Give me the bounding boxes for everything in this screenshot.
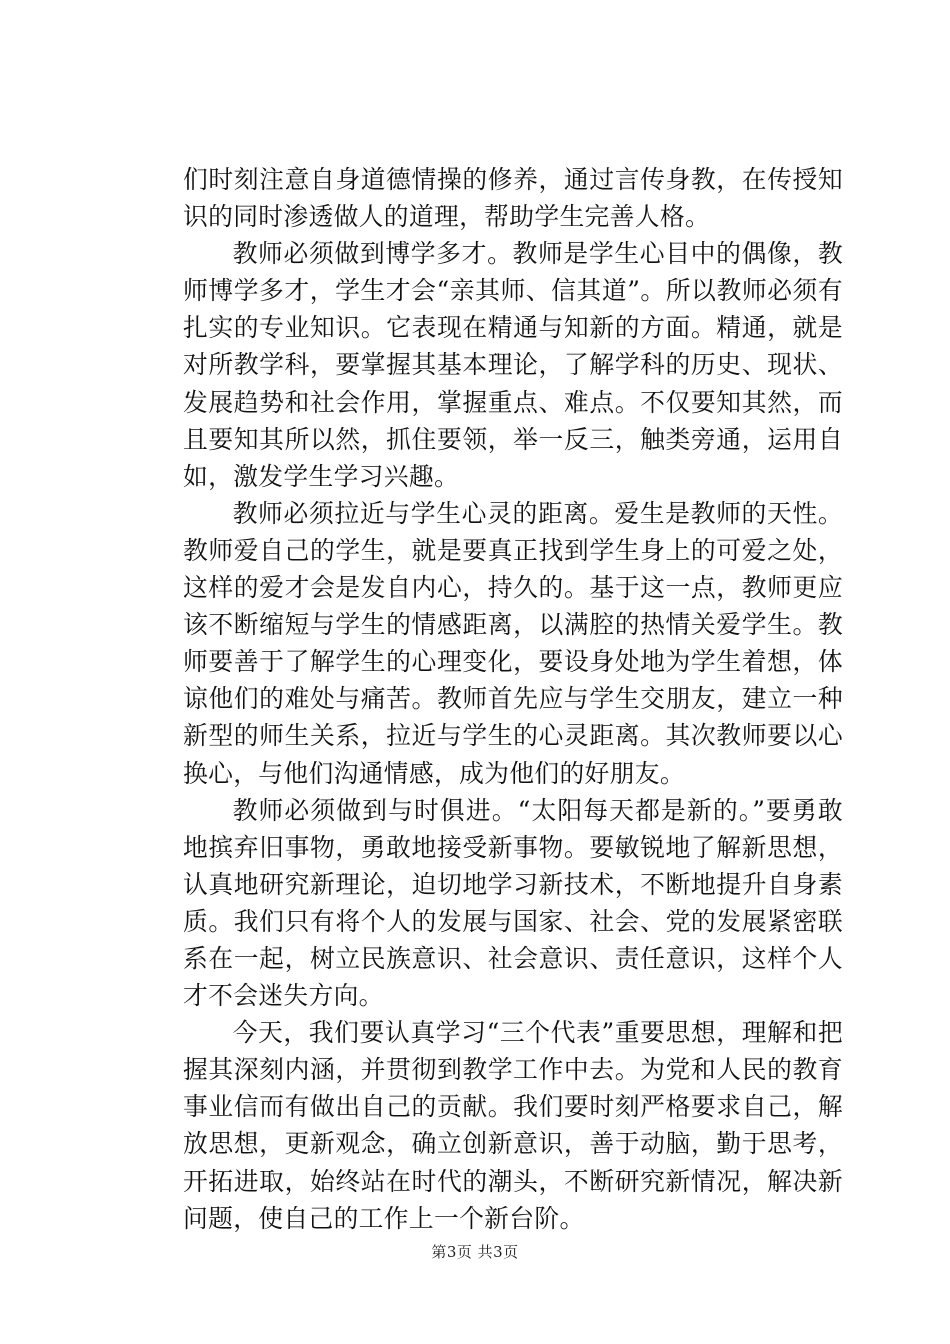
paragraph-continuation: 们时刻注意自身道德情操的修养，通过言传身教，在传授知识的同时渗透做人的道理，帮助学生完善人格。 bbox=[183, 165, 843, 232]
paragraph-erudition: 教师必须做到博学多才。教师是学生心目中的偶像，教师博学多才，学生才会“亲其师、信其道”。所以教师必须有扎实的专业知识。它表现在精通与知新的方面。精通，就是对所教学科，要掌握其基本理论，了解学科的历史、现状、发展趋势和社会作用，掌握重点、难点。不仅要知其然，而且要知其所以然，抓住要领，举一反三，触类旁通，运用自如，激发学生学习兴趣。 bbox=[183, 239, 843, 491]
paragraph-keep-pace: 教师必须做到与时俱进。“太阳每天都是新的。”要勇敢地摈弃旧事物，勇敢地接受新事物。要敏锐地了解新思想，认真地研究新理论，迫切地学习新技术，不断地提升自身素质。我们只有将个人的发展与国家、社会、党的发展紧密联系在一起，树立民族意识、社会意识、责任意识，这样个人才不会迷失方向。 bbox=[183, 795, 843, 1011]
paragraph-conclusion: 今天，我们要认真学习“三个代表”重要思想，理解和把握其深刻内涵，并贯彻到教学工作中去。为党和人民的教育事业信而有做出自己的贡献。我们要时刻严格要求自己，解放思想，更新观念，确立创新意识，善于动脑，勤于思考，开拓进取，始终站在时代的潮头，不断研究新情况，解决新问题，使自己的工作上一个新台阶。 bbox=[183, 1018, 843, 1233]
page-number-label: 第3页 共3页 bbox=[431, 1243, 519, 1261]
page-footer bbox=[0, 1242, 950, 1262]
paragraph-student-closeness: 教师必须拉近与学生心灵的距离。爱生是教师的天性。教师爱自己的学生，就是要真正找到学生身上的可爱之处，这样的爱才会是发自内心，持久的。基于这一点，教师更应该不断缩短与学生的情感距离，以满腔的热情关爱学生。教师要善于了解学生的心理变化，要设身处地为学生着想，体谅他们的难处与痛苦。教师首先应与学生交朋友，建立一种新型的师生关系，拉近与学生的心灵距离。其次教师要以心换心，与他们沟通情感，成为他们的好朋友。 bbox=[183, 498, 843, 788]
document-body bbox=[183, 161, 843, 1237]
